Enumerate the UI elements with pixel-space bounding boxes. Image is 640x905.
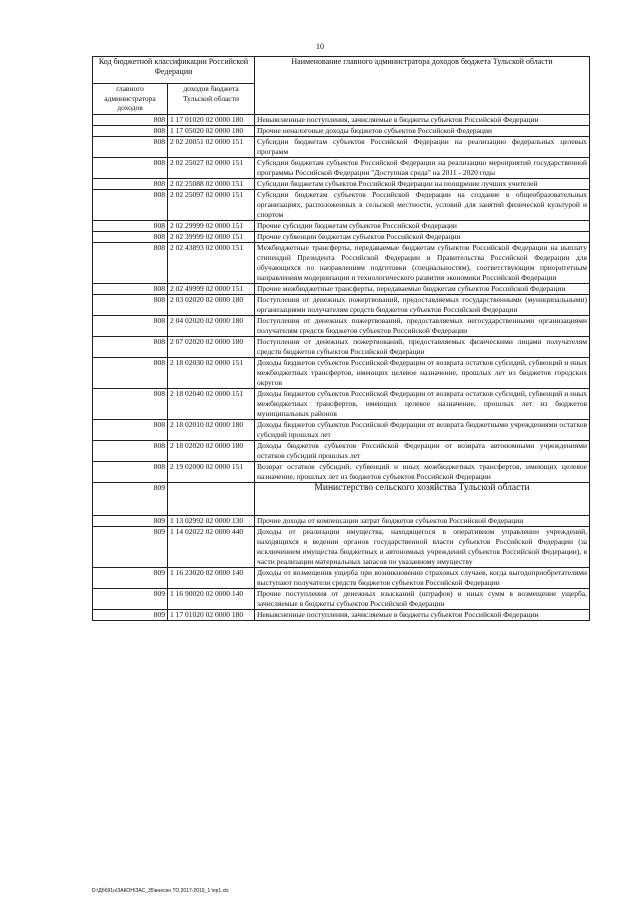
revenue-name-cell: Поступления от денежных пожертвований, предоставляемых государственными (муниципальными) организациями получателям средств бюджетов субъектов Российской Федерации <box>255 295 590 316</box>
table-row <box>93 284 590 295</box>
admin-code-cell: 808 <box>93 389 168 420</box>
admin-code-cell: 808 <box>93 158 168 179</box>
table-row <box>93 589 590 610</box>
income-code-cell: 1 17 05020 02 0000 180 <box>168 126 255 137</box>
admin-code-cell: 809 <box>93 589 168 610</box>
revenue-name-cell: Доходы бюджетов субъектов Российской Федерации от возврата автономными учреждениями остатков субсидий прошлых лет <box>255 441 590 462</box>
header-name-column: Наименование главного администратора доходов бюджета Тульской области <box>255 57 590 115</box>
table-row <box>93 243 590 284</box>
admin-code-cell: 808 <box>93 179 168 190</box>
table-row <box>93 462 590 483</box>
income-code-cell: 2 03 02020 02 0000 180 <box>168 295 255 316</box>
income-code-cell: 1 16 23020 02 0000 140 <box>168 568 255 589</box>
revenue-name-cell: Доходы от возмещения ущерба при возникновении страховых случаев, когда выгодоприобретателями выступают получатели средств бюджетов субъектов Российской Федерации <box>255 568 590 589</box>
table-row <box>93 516 590 527</box>
admin-code-cell: 808 <box>93 137 168 158</box>
income-code-cell: 1 13 02992 02 0000 130 <box>168 516 255 527</box>
income-code-cell <box>168 483 255 516</box>
admin-code-cell: 808 <box>93 358 168 389</box>
admin-code-cell: 808 <box>93 441 168 462</box>
income-code-cell: 2 18 02010 02 0000 180 <box>168 420 255 441</box>
header-code-group: Код бюджетной классификации Российской Федерации <box>93 57 255 84</box>
page-number: 10 <box>316 42 324 51</box>
admin-code-cell: 808 <box>93 115 168 126</box>
income-code-cell: 2 02 49999 02 0000 151 <box>168 284 255 295</box>
revenue-name-cell: Доходы бюджетов субъектов Российской Федерации от возврата бюджетными учреждениями остатков субсидий прошлых лет <box>255 420 590 441</box>
income-code-cell: 2 02 25097 02 0000 151 <box>168 190 255 221</box>
admin-code-cell: 808 <box>93 243 168 284</box>
revenue-name-cell: Прочие межбюджетные трансферты, передаваемые бюджетам субъектов Российской Федерации <box>255 284 590 295</box>
admin-code-cell: 808 <box>93 337 168 358</box>
table-row <box>93 158 590 179</box>
revenue-name-cell: Субсидии бюджетам субъектов Российской Федерации на создание в общеобразовательных организациях, расположенных в сельской местности, условий для занятий физической культурой и спортом <box>255 190 590 221</box>
table-row <box>93 420 590 441</box>
file-path-footer: D:\Дбб91н\ЗАКОН\ЗАС_35\внесен ТО 2017-2019_1 \пр1.xls <box>92 888 229 894</box>
table-row <box>93 190 590 221</box>
revenue-name-cell: Прочие субвенции бюджетам субъектов Российской Федерации <box>255 232 590 243</box>
table-body <box>93 115 590 621</box>
revenue-name-cell: Прочие субсидии бюджетам субъектов Российской Федерации <box>255 221 590 232</box>
income-code-cell: 2 18 02030 02 0000 151 <box>168 358 255 389</box>
table-row <box>93 610 590 621</box>
header-income-column: доходов бюджета Тульской области <box>168 84 255 115</box>
revenue-name-cell: Невыясненные поступления, зачисляемые в бюджеты субъектов Российской Федерации <box>255 610 590 621</box>
admin-code-cell: 808 <box>93 295 168 316</box>
table-row <box>93 295 590 316</box>
table-row <box>93 389 590 420</box>
income-code-cell: 1 17 01020 02 0000 180 <box>168 115 255 126</box>
income-code-cell: 1 17 01020 02 0000 180 <box>168 610 255 621</box>
income-code-cell: 2 07 02020 02 0000 180 <box>168 337 255 358</box>
revenue-name-cell: Субсидии бюджетам субъектов Российской Федерации на реализацию федеральных целевых программ <box>255 137 590 158</box>
admin-code-cell: 808 <box>93 284 168 295</box>
admin-code-cell: 809 <box>93 483 168 516</box>
revenue-name-cell: Межбюджетные трансферты, передаваемые бюджетам субъектов Российской Федерации на выплату стипендий Президента Российской Федерации и Правительства Российской Федерации для обучающихся по направлениям подготовки (специальностям), соответствующим приоритетным направлениям модернизации и технологического развития экономики Российской Федерации <box>255 243 590 284</box>
revenue-name-cell: Доходы бюджетов субъектов Российской Федерации от возврата остатков субсидий, субвенций и иных межбюджетных трансфертов, имеющих целевое назначение, прошлых лет из бюджетов городских округов <box>255 358 590 389</box>
income-code-cell: 2 02 20051 02 0000 151 <box>168 137 255 158</box>
income-code-cell: 2 19 02000 02 0000 151 <box>168 462 255 483</box>
admin-code-cell: 808 <box>93 190 168 221</box>
header-admin-column: главного администратора доходов <box>93 84 168 115</box>
revenue-name-cell: Субсидии бюджетам субъектов Российской Федерации на реализацию мероприятий государственной программы Российской Федерации "Доступная среда" на 2011 - 2020 годы <box>255 158 590 179</box>
table-row <box>93 179 590 190</box>
revenue-name-cell: Доходы бюджетов субъектов Российской Федерации от возврата остатков субсидий, субвенций и иных межбюджетных трансфертов, имеющих целевое назначение, прошлых лет из бюджетов муниципальных районов <box>255 389 590 420</box>
admin-code-cell: 808 <box>93 126 168 137</box>
table-row <box>93 441 590 462</box>
income-code-cell: 2 02 29999 02 0000 151 <box>168 221 255 232</box>
revenue-name-cell: Субсидии бюджетам субъектов Российской Федерации на поощрение лучших учителей <box>255 179 590 190</box>
table-row <box>93 337 590 358</box>
table-row <box>93 115 590 126</box>
admin-code-cell: 809 <box>93 516 168 527</box>
revenue-name-cell: Доходы от реализации имущества, находящегося в оперативном управлении учреждений, находящихся в ведении органов государственной власти субъектов Российской Федерации (за исключением имущества бюджетных и автономных учреждений субъектов Российской Федерации), в части реализации материальных запасов по указанному имуществу <box>255 527 590 568</box>
table-row <box>93 232 590 243</box>
table-row <box>93 358 590 389</box>
income-code-cell: 2 18 02040 02 0000 151 <box>168 389 255 420</box>
admin-code-cell: 809 <box>93 527 168 568</box>
revenue-name-cell: Прочие доходы от компенсации затрат бюджетов субъектов Российской Федерации <box>255 516 590 527</box>
admin-code-cell: 808 <box>93 420 168 441</box>
admin-code-cell: 809 <box>93 568 168 589</box>
income-code-cell: 2 02 25027 02 0000 151 <box>168 158 255 179</box>
table-row <box>93 221 590 232</box>
revenue-name-cell: Поступления от денежных пожертвований, предоставляемых физическими лицами получателям средств бюджетов субъектов Российской Федерации <box>255 337 590 358</box>
income-code-cell: 2 18 02020 02 0000 180 <box>168 441 255 462</box>
income-code-cell: 1 16 90020 02 0000 140 <box>168 589 255 610</box>
budget-revenue-table <box>92 56 590 621</box>
ministry-header-row <box>93 483 590 516</box>
table-row <box>93 137 590 158</box>
income-code-cell: 2 02 43893 02 0000 151 <box>168 243 255 284</box>
admin-code-cell: 808 <box>93 462 168 483</box>
revenue-name-cell: Возврат остатков субсидий, субвенций и иных межбюджетных трансфертов, имеющих целевое назначение, прошлых лет из бюджетов субъектов Российской Федерации <box>255 462 590 483</box>
admin-code-cell: 808 <box>93 232 168 243</box>
table-row <box>93 316 590 337</box>
income-code-cell: 1 14 02022 02 0000 440 <box>168 527 255 568</box>
income-code-cell: 2 02 25088 02 0000 151 <box>168 179 255 190</box>
income-code-cell: 2 04 02020 02 0000 180 <box>168 316 255 337</box>
ministry-name-cell: Министерство сельского хозяйства Тульской области <box>255 483 590 516</box>
admin-code-cell: 808 <box>93 221 168 232</box>
admin-code-cell: 809 <box>93 610 168 621</box>
table-header-row <box>93 57 590 84</box>
admin-code-cell: 808 <box>93 316 168 337</box>
revenue-name-cell: Невыясненные поступления, зачисляемые в бюджеты субъектов Российской Федерации <box>255 115 590 126</box>
revenue-name-cell: Прочие поступления от денежных взысканий (штрафов) и иных сумм в возмещение ущерба, зачисляемые в бюджеты субъектов Российской Федерации <box>255 589 590 610</box>
table-row <box>93 126 590 137</box>
revenue-name-cell: Прочие неналоговые доходы бюджетов субъектов Российской Федерации <box>255 126 590 137</box>
income-code-cell: 2 02 39999 02 0000 151 <box>168 232 255 243</box>
table-row <box>93 568 590 589</box>
table-row <box>93 527 590 568</box>
revenue-name-cell: Поступления от денежных пожертвований, предоставляемых негосударственными организациями получателям средств бюджетов субъектов Российской Федерации <box>255 316 590 337</box>
